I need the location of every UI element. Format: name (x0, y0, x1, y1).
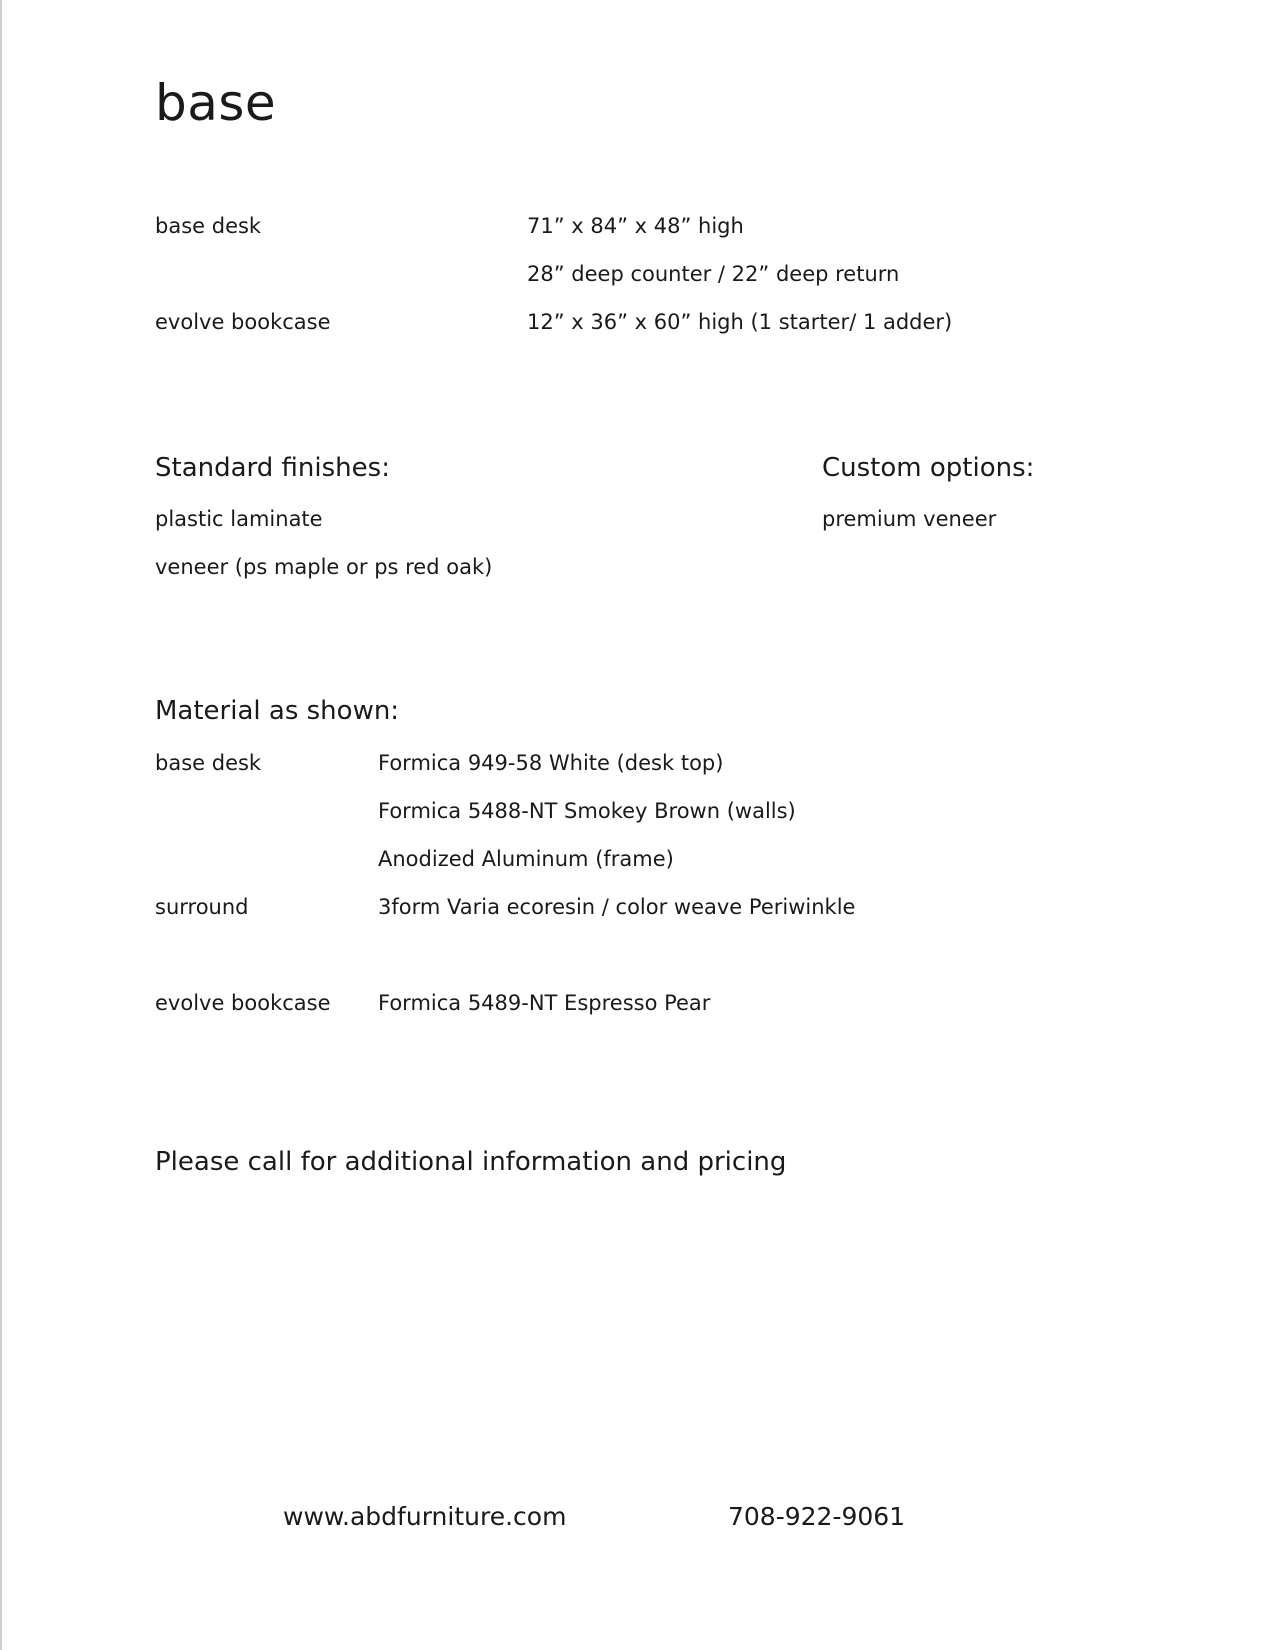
page-title: base (155, 74, 277, 132)
standard-finish-item: plastic laminate (155, 507, 323, 531)
phone-number: 708-922-9061 (728, 1502, 906, 1531)
custom-options-heading: Custom options: (822, 453, 1035, 483)
material-item-evolve-bookcase: evolve bookcase (155, 991, 331, 1015)
material-value: Formica 5488-NT Smokey Brown (walls) (378, 799, 796, 823)
dimension-item-base-desk: base desk (155, 214, 262, 238)
dimension-spec: 12” x 36” x 60” high (1 starter/ 1 adder) (527, 310, 953, 334)
dimension-spec: 28” deep counter / 22” deep return (527, 262, 900, 286)
website-link[interactable]: www.abdfurniture.com (283, 1502, 567, 1531)
page-edge-line (0, 0, 2, 1650)
material-item-base-desk: base desk (155, 751, 262, 775)
dimension-spec: 71” x 84” x 48” high (527, 214, 744, 238)
material-value: Anodized Aluminum (frame) (378, 847, 674, 871)
standard-finish-item: veneer (ps maple or ps red oak) (155, 555, 493, 579)
standard-finishes-heading: Standard finishes: (155, 453, 390, 483)
material-value: 3form Varia ecoresin / color weave Periwinkle (378, 895, 856, 919)
material-item-surround: surround (155, 895, 249, 919)
material-value: Formica 5489-NT Espresso Pear (378, 991, 711, 1015)
call-to-action: Please call for additional information and pricing (155, 1147, 787, 1177)
material-heading: Material as shown: (155, 696, 400, 726)
material-value: Formica 949-58 White (desk top) (378, 751, 724, 775)
custom-option-item: premium veneer (822, 507, 997, 531)
dimension-item-evolve-bookcase: evolve bookcase (155, 310, 331, 334)
